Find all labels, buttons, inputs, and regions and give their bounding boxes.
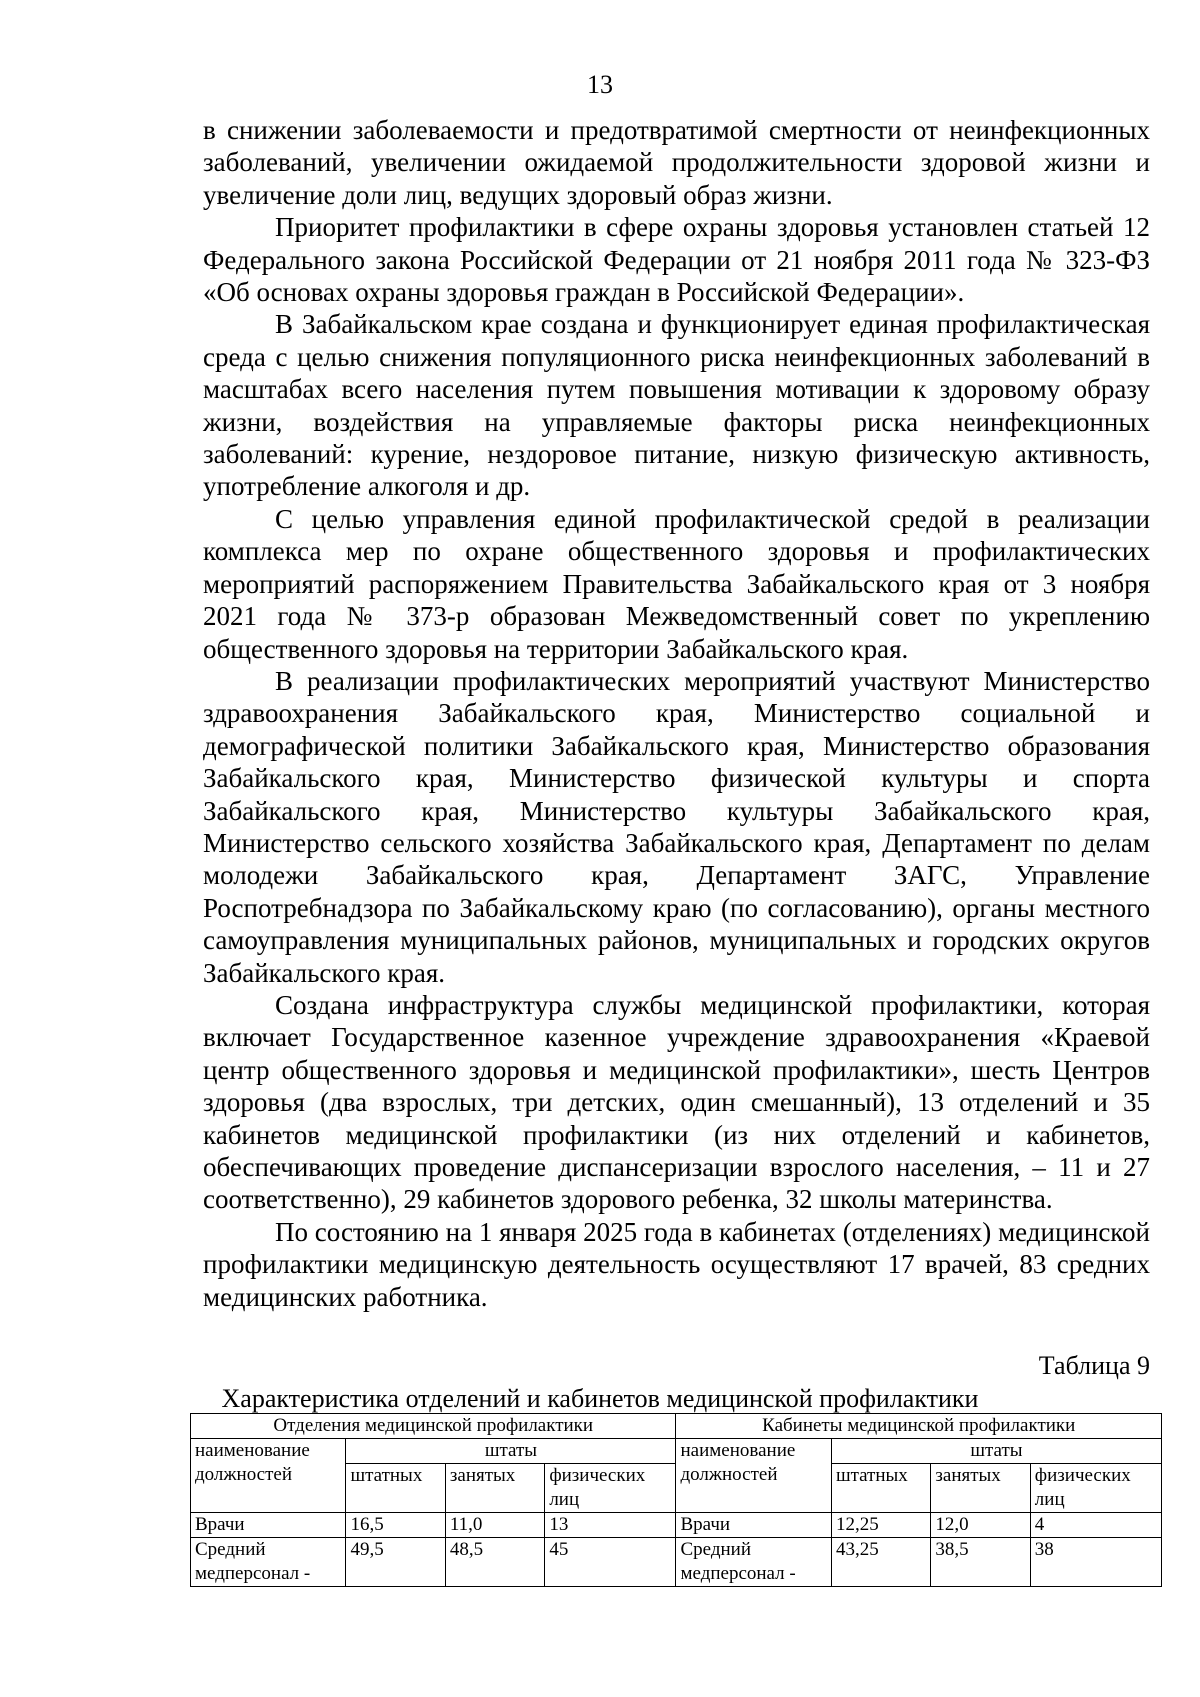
paragraph-7: По состоянию на 1 января 2025 года в кабинетах (отделениях) медицинской профилактики медицинскую деятельность осуществляют 17 врачей, 83 средних медицинских работника. bbox=[203, 1216, 1150, 1312]
column-header-staff: штаты bbox=[346, 1439, 676, 1464]
cell-occupied: 11,0 bbox=[445, 1513, 544, 1538]
document-body bbox=[203, 114, 1150, 1313]
column-header-occupied: занятых bbox=[931, 1464, 1030, 1513]
column-header-position: наименование должностей bbox=[191, 1439, 346, 1513]
paragraph-6: Создана инфраструктура службы медицинской профилактики, которая включает Государственное казенное учреждение здравоохранения «Краевой центр общественного здоровья и медицинской профилактики», шесть Центров здоровья (два взрослых, три детских, один смешанный), 13 отделений и 35 кабинетов медицинской профилактики (из них отделений и кабинетов, обеспечивающих проведение диспансеризации взрослого населения, – 11 и 27 соответственно), 29 кабинетов здорового ребенка, 32 школы материнства. bbox=[203, 989, 1150, 1215]
column-header-staffed: штатных bbox=[346, 1464, 445, 1513]
cell-staffed: 49,5 bbox=[346, 1538, 445, 1587]
prevention-table bbox=[190, 1413, 1162, 1587]
cell-persons: 13 bbox=[545, 1513, 676, 1538]
paragraph-4: С целью управления единой профилактической средой в реализации комплекса мер по охране общественного здоровья и профилактических мероприятий распоряжением Правительства Забайкальского края от 3 ноября 2021 года № 373-р образован Межведомственный совет по укреплению общественного здоровья на территории Забайкальского края. bbox=[203, 503, 1150, 664]
group-header-departments: Отделения медицинской профилактики bbox=[191, 1414, 676, 1439]
cell-position: Средний медперсонал - bbox=[191, 1538, 346, 1587]
cell-staffed: 12,25 bbox=[831, 1513, 930, 1538]
paragraph-2: Приоритет профилактики в сфере охраны здоровья установлен статьей 12 Федерального закона Российской Федерации от 21 ноября 2011 года № 323-ФЗ «Об основах охраны здоровья граждан в Российской Федерации». bbox=[203, 212, 1150, 308]
paragraph-3: В Забайкальском крае создана и функционирует единая профилактическая среда с целью снижения популяционного риска неинфекционных заболеваний в масштабах всего населения путем повышения мотивации к здоровому образу жизни, воздействия на управляемые факторы риска неинфекционных заболеваний: курение, нездоровое питание, низкую физическую активность, употребление алкоголя и др. bbox=[203, 309, 1150, 502]
cell-occupied: 48,5 bbox=[445, 1538, 544, 1587]
cell-occupied: 38,5 bbox=[931, 1538, 1030, 1587]
cell-persons: 45 bbox=[545, 1538, 676, 1587]
cell-occupied: 12,0 bbox=[931, 1513, 1030, 1538]
column-header-persons: физических лиц bbox=[1030, 1464, 1161, 1513]
column-header-persons: физических лиц bbox=[545, 1464, 676, 1513]
cell-staffed: 16,5 bbox=[346, 1513, 445, 1538]
table-group-header-row bbox=[191, 1414, 1162, 1439]
page-number: 13 bbox=[587, 70, 613, 99]
table-caption: Таблица 9 bbox=[1038, 1351, 1150, 1380]
cell-staffed: 43,25 bbox=[831, 1538, 930, 1587]
cell-persons: 4 bbox=[1030, 1513, 1161, 1538]
table-row bbox=[191, 1513, 1162, 1538]
paragraph-1: в снижении заболеваемости и предотвратимой смертности от неинфекционных заболеваний, увеличении ожидаемой продолжительности здоровой жизни и увеличение доли лиц, ведущих здоровый образ жизни. bbox=[203, 115, 1150, 210]
cell-position: Врачи bbox=[191, 1513, 346, 1538]
cell-persons: 38 bbox=[1030, 1538, 1161, 1587]
table-header-row bbox=[191, 1439, 1162, 1464]
column-header-position: наименование должностей bbox=[676, 1439, 831, 1513]
table-title: Характеристика отделений и кабинетов медицинской профилактики bbox=[221, 1384, 979, 1413]
column-header-occupied: занятых bbox=[445, 1464, 544, 1513]
table-row bbox=[191, 1538, 1162, 1587]
cell-position: Средний медперсонал - bbox=[676, 1538, 831, 1587]
cell-position: Врачи bbox=[676, 1513, 831, 1538]
group-header-offices: Кабинеты медицинской профилактики bbox=[676, 1414, 1162, 1439]
column-header-staff: штаты bbox=[831, 1439, 1161, 1464]
paragraph-5: В реализации профилактических мероприятий участвуют Министерство здравоохранения Забайкальского края, Министерство социальной и демографической политики Забайкальского края, Министерство образования Забайкальского края, Министерство физической культуры и спорта Забайкальского края, Министерство культуры Забайкальского края, Министерство сельского хозяйства Забайкальского края, Департамент по делам молодежи Забайкальского края, Департамент ЗАГС, Управление Роспотребнадзора по Забайкальскому краю (по согласованию), органы местного самоуправления муниципальных районов, муниципальных и городских округов Забайкальского края. bbox=[203, 665, 1150, 988]
column-header-staffed: штатных bbox=[831, 1464, 930, 1513]
